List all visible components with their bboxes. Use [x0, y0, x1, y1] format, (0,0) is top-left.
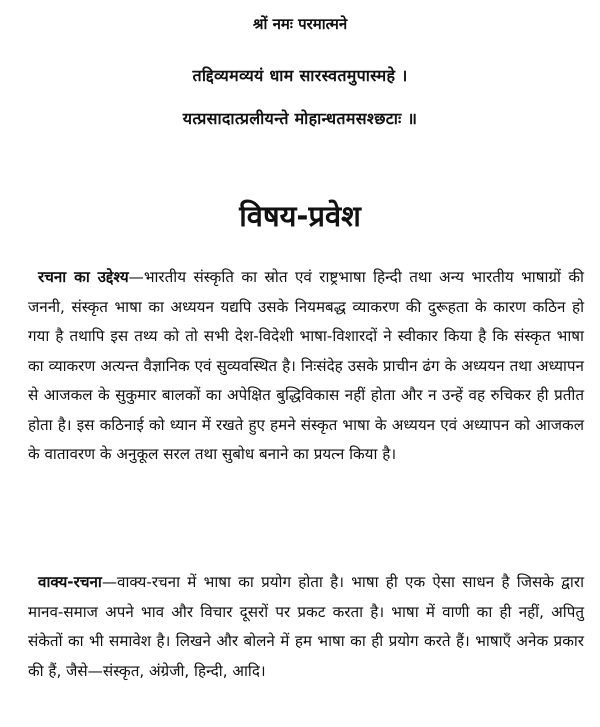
- shloka-line-1: तद्दिव्यमव्ययं धाम सारस्वतमुपास्महे ।: [192, 66, 408, 85]
- invocation-line: श्रों नमः परमात्मने: [252, 15, 348, 33]
- paragraph-text-purpose: —भारतीय संस्कृति का स्रोत एवं राष्ट्रभाषा हिन्दी तथा अन्य भारतीय भाषाग्रों की जननी, संस्कृत भाषा का अध्ययन यद्यपि उसके नियमबद्ध व्याकरण की दुरूहता के कारण कठिन हो गया है तथापि इस तथ्य को तो सभी देश-विदेशी भाषा-विशारदों ने स्वीकार किया है कि संस्कृत भाषा का व्याकरण अत्यन्त वैज्ञानिक एवं सुव्यवस्थित है। निःसंदेह उसके प्राचीन ढंग के अध्ययन तथा अध्यापन से आजकल के सुकुमार बालकों का अपेक्षित बुद्धिविकास नहीं होता और न उन्हें वह रुचिकर ही प्रतीत होता है। इस कठिनाई को ध्यान में रखते हुए हमने संस्कृत भाषा के अध्ययन एवं अध्यापन को आजकल के वातावरण के अनुकूल सरल तथा सुबोध बनाने का प्रयत्न किया है।: [28, 268, 584, 463]
- paragraph-purpose: [28, 263, 584, 470]
- section-heading: विषय-प्रवेश: [239, 199, 361, 233]
- paragraph-sentence-construction: [28, 568, 584, 686]
- paragraph-text-sentence-construction: —वाक्य-रचना में भाषा का प्रयोग होता है। भाषा ही एक ऐसा साधन है जिसके द्वारा मानव-समाज अपने भाव और विचार दूसरों पर प्रकट करता है। भाषा में वाणी का ही नहीं, अपितु संकेतों का भी समावेश है। लिखने और बोलने में हम भाषा का ही प्रयोग करते हैं। भाषाएँ अनेक प्रकार की हैं, जैसे—संस्कृत, अंग्रेजी, हिन्दी, आदि।: [28, 573, 584, 680]
- shloka-line-2: यत्प्रसादात्प्रलीयन्ते मोहान्धतमसश्छटाः ॥: [182, 109, 418, 128]
- paragraph-lead-sentence-construction: वाक्य-रचना: [38, 573, 102, 591]
- paragraph-lead-purpose: रचना का उद्देश्य: [38, 268, 129, 286]
